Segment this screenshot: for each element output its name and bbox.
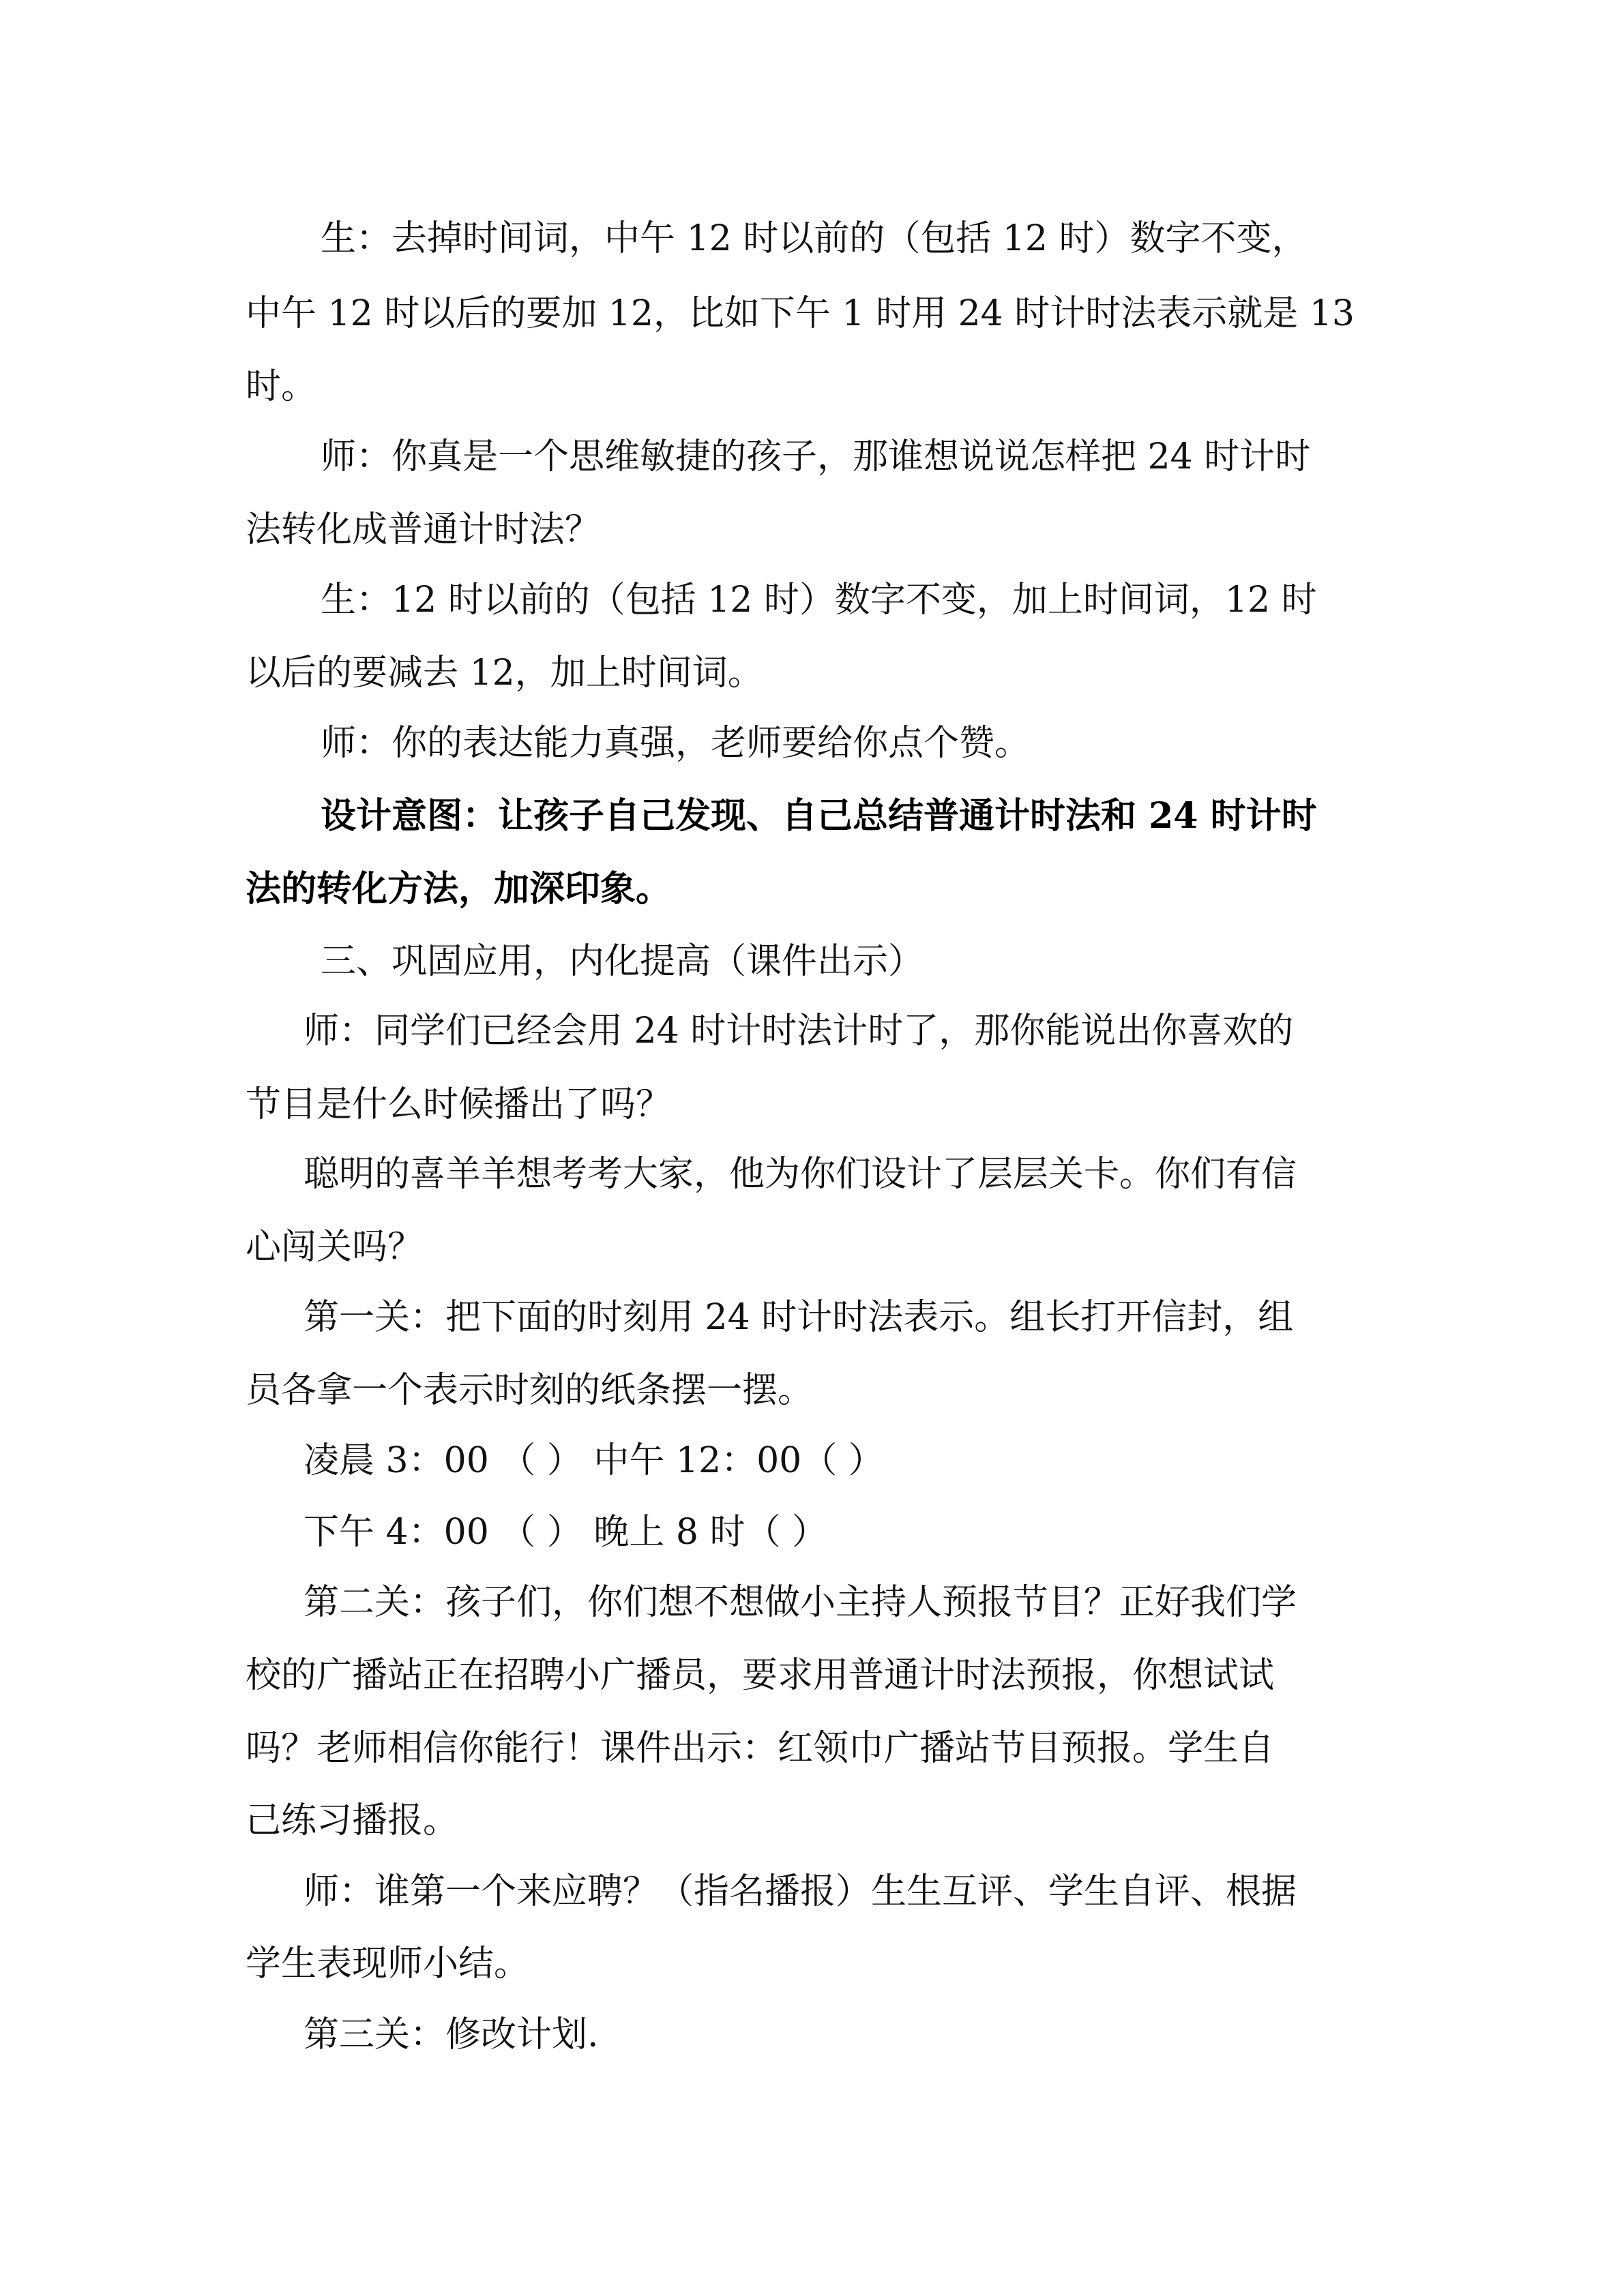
design-intent-line: 法的转化方法，加深印象。 xyxy=(246,868,672,910)
paragraph-line: 吗？老师相信你能行！课件出示：红领巾广播站节目预报。学生自 xyxy=(246,1728,1275,1769)
paragraph-line: 心闯关吗？ xyxy=(246,1227,424,1268)
exercise-line: 下午 4：00 （ ） 晚上 8 时（ ） xyxy=(304,1512,828,1553)
exercise-line: 凌晨 3：00 （ ） 中午 12：00（ ） xyxy=(304,1440,884,1481)
paragraph-line: 师：同学们已经会用 24 时计时法计时了，那你能说出你喜欢的 xyxy=(304,1011,1294,1052)
paragraph-line: 节目是什么时候播出了吗？ xyxy=(246,1084,672,1125)
design-intent-line: 设计意图：让孩子自己发现、自己总结普通计时法和 24 时计时 xyxy=(321,795,1317,837)
paragraph-line: 法转化成普通计时法？ xyxy=(246,509,601,550)
paragraph-line: 时。 xyxy=(246,366,317,407)
paragraph-line: 员各拿一个表示时刻的纸条摆一摆。 xyxy=(246,1370,814,1411)
paragraph-line: 己练习播报。 xyxy=(246,1800,459,1841)
paragraph-line: 生：12 时以前的（包括 12 时）数字不变，加上时间词，12 时 xyxy=(321,580,1317,621)
paragraph-line: 师：你真是一个思维敏捷的孩子，那谁想说说怎样把 24 时计时 xyxy=(321,436,1311,477)
paragraph-line: 学生表现师小结。 xyxy=(246,1943,530,1984)
paragraph-line: 师：你的表达能力真强，老师要给你点个赞。 xyxy=(321,723,1031,764)
section-heading: 三、巩固应用，内化提高（课件出示） xyxy=(321,941,924,982)
paragraph-line: 校的广播站正在招聘小广播员，要求用普通计时法预报，你想试试 xyxy=(246,1655,1275,1696)
paragraph-line: 第三关：修改计划. xyxy=(304,2014,599,2055)
paragraph-line: 第二关：孩子们，你们想不想做小主持人预报节目？正好我们学 xyxy=(304,1582,1297,1623)
paragraph-line: 生：去掉时间词，中午 12 时以前的（包括 12 时）数字不变， xyxy=(321,218,1308,259)
paragraph-line: 聪明的喜羊羊想考考大家，他为你们设计了层层关卡。你们有信 xyxy=(304,1154,1297,1195)
paragraph-line: 中午 12 时以后的要加 12，比如下午 1 时用 24 时计时法表示就是 13 xyxy=(246,293,1355,334)
paragraph-line: 以后的要减去 12，加上时间词。 xyxy=(246,653,763,694)
paragraph-line: 第一关：把下面的时刻用 24 时计时法表示。组长打开信封，组 xyxy=(304,1297,1294,1338)
paragraph-line: 师：谁第一个来应聘？（指名播报）生生互评、学生自评、根据 xyxy=(304,1871,1297,1912)
